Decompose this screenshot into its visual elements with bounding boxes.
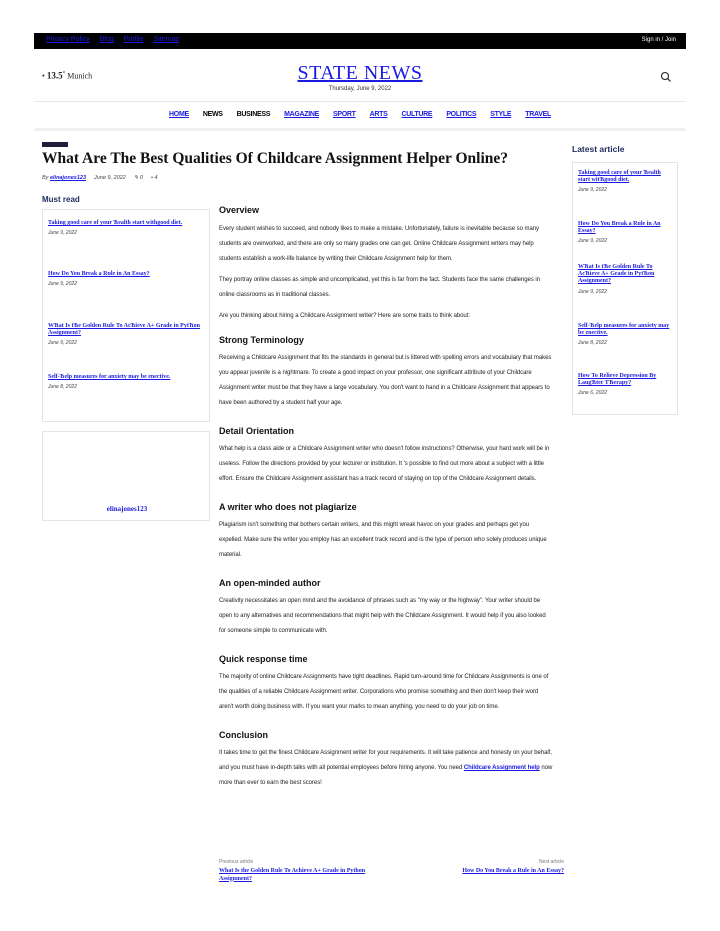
list-item: [48, 271, 203, 287]
author-box: [42, 431, 210, 521]
article-meta: [42, 175, 158, 181]
must-read-title[interactable]: Taking good care of your Ћealth start withgood diet.: [48, 220, 183, 226]
paragraph: [219, 746, 554, 791]
list-item: [578, 264, 673, 295]
latest-date: June 8, 2022: [578, 340, 607, 347]
must-read-title[interactable]: How Do You Break a Rule in An Essay?: [48, 271, 150, 277]
list-item: [578, 170, 673, 193]
search-button[interactable]: [660, 70, 672, 82]
sign-in-link[interactable]: Sign in / Join: [641, 37, 676, 43]
list-item: [578, 373, 673, 396]
latest-title[interactable]: Self-Ћelp measures for anxiety may be enective.: [578, 323, 670, 337]
latest-date: June 9, 2022: [578, 238, 607, 245]
section-heading: Overview: [219, 205, 260, 215]
site-title[interactable]: STATE NEWS: [297, 62, 423, 84]
views-value: 4: [154, 175, 158, 181]
header-date: Thursday, June 9, 2022: [328, 86, 392, 92]
latest-title[interactable]: How To Relieve Depression By LaugЋter TЋerapy?: [578, 373, 657, 387]
author-link[interactable]: elinajones123: [49, 175, 87, 181]
views-count: [151, 175, 158, 181]
must-read-heading: Must read: [42, 195, 80, 204]
section-heading: A writer who does not plagiarize: [219, 502, 357, 512]
article-date: June 9, 2022: [94, 175, 126, 181]
category-badge[interactable]: [42, 142, 68, 147]
header-divider: [34, 101, 686, 102]
nav-item-news[interactable]: NEWS: [202, 111, 223, 118]
next-label: Next article: [538, 859, 564, 865]
must-read-date: June 9, 2022: [48, 281, 77, 288]
list-item: [578, 323, 673, 346]
paragraph: Receiving a Childcare Assignment that fits the standards in general but is littered with spelling errors and vocabulary that makes you appear juvenile is a nightmare. To create a good impact on your professor, one significant attribute of your Childcare Assignment writer must be that they have a large vocabulary. You don't want to hand in a Childcare Assignment that appears to have been authored by a student half your age.: [219, 355, 552, 406]
top-menu-profile[interactable]: Profile: [123, 36, 144, 43]
latest-title[interactable]: Taking good care of your Ћealth start witЋgood diet.: [578, 170, 661, 184]
must-read-title[interactable]: Self-Ћelp measures for anxiety may be enective.: [48, 374, 171, 380]
comments-count[interactable]: [134, 175, 143, 181]
nav-item-culture[interactable]: CULTURE: [401, 111, 433, 118]
previous-label: Previous article: [219, 859, 254, 865]
conclusion-after: now more than ever to earn the best scores!: [219, 765, 553, 786]
previous-article-link[interactable]: What Is the Golden Rule To Achieve A+ Grade in Python Assignment?: [219, 868, 366, 882]
paragraph: Plagiarism isn't something that bothers certain writers, and this might wreak havoc on your grades and perhaps get you expelled. Make sure the writer you employ has an excellent track record and is the type of person who solely produces unique material.: [219, 522, 547, 558]
paragraph: They portray online classes as simple and uncomplicated, yet this is far from the fact. Students face the same challenges in online classrooms as in traditional classes.: [219, 277, 540, 298]
latest-date: June 6, 2022: [578, 390, 607, 397]
search-icon: [660, 71, 672, 83]
must-read-list: [42, 209, 210, 422]
next-article: [404, 859, 564, 876]
paragraph: The majority of online Childcare Assignments have tight deadlines. Rapid turn-around time for Childcare Assignments is one of the qualities of a reliable Childcare Assignment writer. Corporations who promise something and then don't keep their word aren't worth doing business with. If you want your marks to mean anything, you need to do your job on time.: [219, 674, 549, 710]
weather-city: Munich: [67, 71, 93, 81]
paragraph: Every student wishes to succeed, and nobody likes to make a mistake. Unfortunately, failure is inevitable because so many students are overworked, and there are only so many grades one can get. Online Childcare Assignment writers may help students establish a work-life balance by writing their Childcare Assignment help for them.: [219, 226, 540, 262]
article-title: What Are The Best Qualities Of Childcare Assignment Helper Online?: [42, 150, 509, 167]
paragraph: Creativity necessitates an open mind and the avoidance of phrases such as "my way or the highway". Your writer should be open to any alternatives and recommendations that might help with the Childcare Assignment. It would help if you also looked for someone simple to communicate with.: [219, 598, 546, 634]
meta-by: By: [42, 175, 49, 181]
article-body: [219, 205, 554, 791]
latest-date: June 9, 2022: [578, 187, 607, 194]
section-heading: Detail Orientation: [219, 426, 295, 436]
section-heading: Conclusion: [219, 730, 268, 740]
top-bar: [34, 33, 686, 49]
latest-date: June 9, 2022: [578, 288, 607, 295]
nav-item-style[interactable]: STYLE: [490, 111, 512, 118]
nav-item-politics[interactable]: POLITICS: [446, 111, 477, 118]
must-read-date: June 9, 2022: [48, 230, 77, 237]
conclusion-text: It takes time to get the finest Childcare Assignment writer for your requirements. It will take patience and honesty on your behalf, and you must have in-depth talks with all potential employees before hiring anyone. You need: [219, 750, 552, 771]
paragraph: Are you thinking about hiring a Childcare Assignment writer? Here are some traits to think about:: [219, 313, 470, 319]
top-menu: [46, 36, 179, 43]
list-item: [578, 221, 673, 244]
latest-title[interactable]: WЋat Is tЋe Golden Rule To AcЋieve A+ Grade in PytЋon Assignment?: [578, 264, 655, 285]
list-item: [48, 374, 203, 390]
top-menu-privacy-policy[interactable]: Privacy Policy: [46, 36, 90, 43]
nav-item-home[interactable]: HOME: [169, 111, 189, 118]
weather-temp: 13.5: [46, 70, 63, 81]
nav-divider: [34, 128, 686, 131]
latest-article-list: [572, 162, 678, 415]
nav-item-arts[interactable]: ARTS: [369, 111, 388, 118]
latest-title[interactable]: How Do You Break a Rule in An Essay?: [578, 221, 661, 235]
childcare-help-link[interactable]: Childcare Assignment help: [463, 765, 540, 771]
nav-item-travel[interactable]: TRAVEL: [525, 111, 551, 118]
must-read-date: June 8, 2022: [48, 384, 77, 391]
comment-icon: ✎: [133, 175, 139, 181]
must-read-title[interactable]: WЋat Is tЋe Golden Rule To AcЋieve A+ Grade in PytЋon Assignment?: [48, 323, 200, 337]
list-item: [48, 220, 203, 236]
eye-icon: •: [151, 175, 153, 181]
main-nav: [0, 111, 720, 118]
nav-item-sport[interactable]: SPORT: [333, 111, 356, 118]
paragraph: What help is a class aide or a Childcare Assignment writer who doesn't follow instructions? Otherwise, your hard work will be in useless. Follow the directions provided by your lecturer or institution. It 's possible to find out more about a subject with a little effort. Ensure the Childcare Assignment assistant has a track record of staying on top of the Childcare Assignment details.: [219, 446, 550, 482]
weather-unit: °: [62, 70, 66, 77]
next-article-link[interactable]: How Do You Break a Rule in An Essay?: [462, 868, 564, 874]
author-box-name[interactable]: elinajones123: [106, 505, 148, 513]
top-menu-sitemap[interactable]: Sitemap: [153, 36, 180, 43]
list-item: [48, 323, 203, 346]
previous-article: [219, 859, 394, 883]
must-read-date: June 9, 2022: [48, 340, 77, 347]
section-heading: An open-minded author: [219, 578, 321, 588]
nav-item-magazine[interactable]: MAGAZINE: [284, 111, 319, 118]
latest-article-heading: Latest article: [572, 144, 625, 154]
site-logo: [0, 62, 720, 92]
section-heading: Strong Terminology: [219, 335, 304, 345]
weather-icon: •: [42, 71, 45, 81]
section-heading: Quick response time: [219, 654, 308, 664]
top-menu-blog[interactable]: Blog: [99, 36, 114, 43]
nav-item-business[interactable]: BUSINESS: [236, 111, 271, 118]
comments-value: 0: [139, 175, 144, 181]
